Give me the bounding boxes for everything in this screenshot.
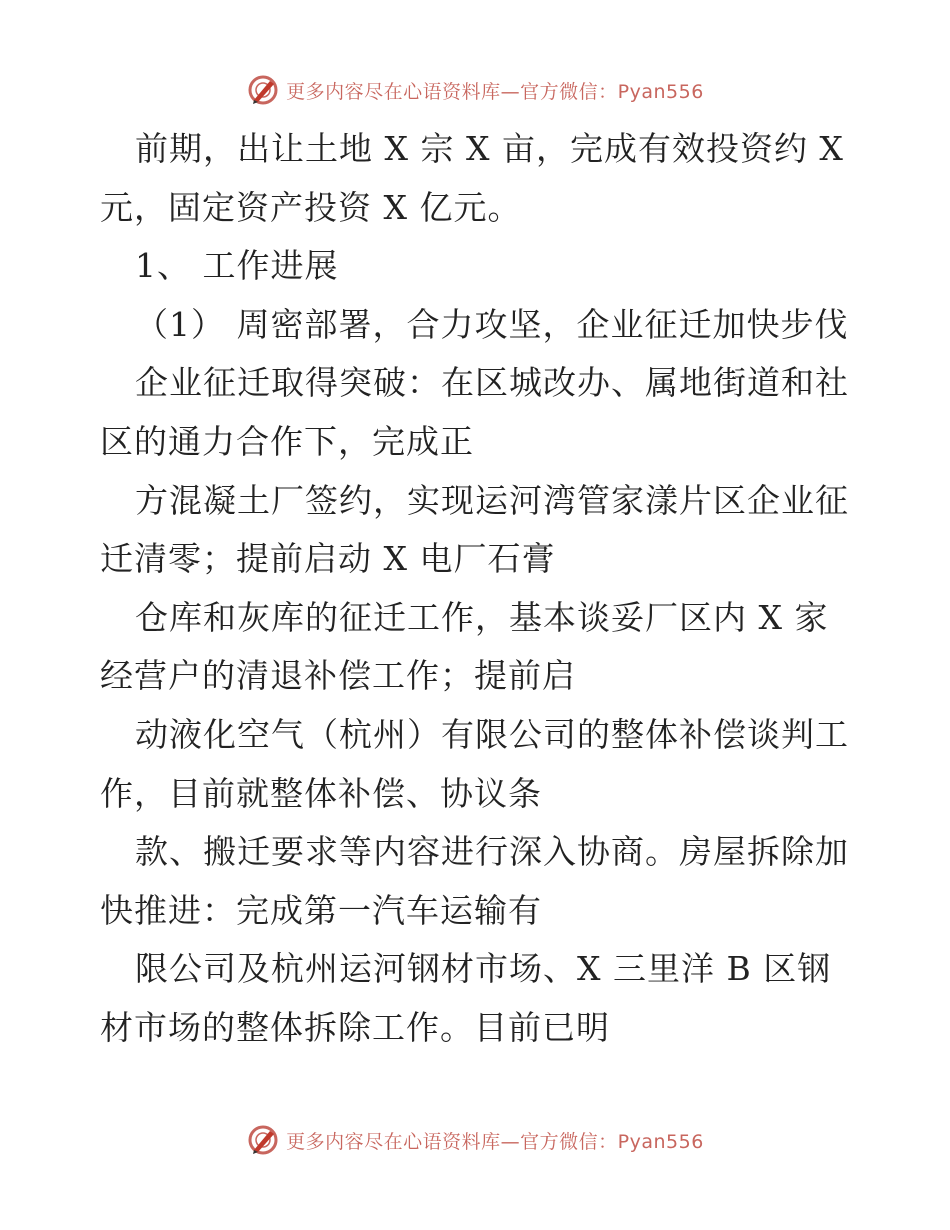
text-line: 快推进：完成第一汽车运输有 [100,890,542,930]
text-line: 方混凝土厂签约，实现运河湾管家漾片区企业征 [135,480,849,520]
pen-logo-icon [246,73,280,107]
watermark-footer [0,1120,950,1160]
watermark-header [0,70,950,110]
pen-logo-icon [246,1123,280,1157]
text-line: 动液化空气（杭州）有限公司的整体补偿谈判工 [135,714,849,754]
text-line: 仓库和灰库的征迁工作，基本谈妥厂区内 X 家 [135,597,829,637]
document-body [100,120,860,1058]
watermark-wechat-id: Pyan556 [617,80,704,103]
text-line: 企业征迁取得突破：在区城改办、属地街道和社 [135,363,849,403]
watermark-wechat-id: Pyan556 [617,1130,704,1153]
text-line: 元，固定资产投资 X 亿元。 [100,187,522,227]
text-line: 款、搬迁要求等内容进行深入协商。房屋拆除加 [135,832,849,872]
text-line: （1） 周密部署，合力攻坚，企业征迁加快步伐 [135,304,849,344]
text-line: 经营户的清退补偿工作；提前启 [100,656,576,696]
watermark-text: 更多内容尽在心语资料库—官方微信：Pyan556 [286,80,704,103]
text-line: 前期，出让土地 X 宗 X 亩，完成有效投资约 X [135,129,844,168]
text-line: 限公司及杭州运河钢材市场、X 三里洋 B 区钢 [135,949,832,989]
text-line: 迁清零；提前启动 X 电厂石膏 [100,539,556,579]
text-line: 1、 工作进展 [135,246,339,286]
text-line: 作，目前就整体补偿、协议条 [100,773,542,813]
watermark-text: 更多内容尽在心语资料库—官方微信：Pyan556 [286,1130,704,1153]
text-line: 材市场的整体拆除工作。目前已明 [100,1007,610,1047]
text-line: 区的通力合作下，完成正 [100,421,474,461]
